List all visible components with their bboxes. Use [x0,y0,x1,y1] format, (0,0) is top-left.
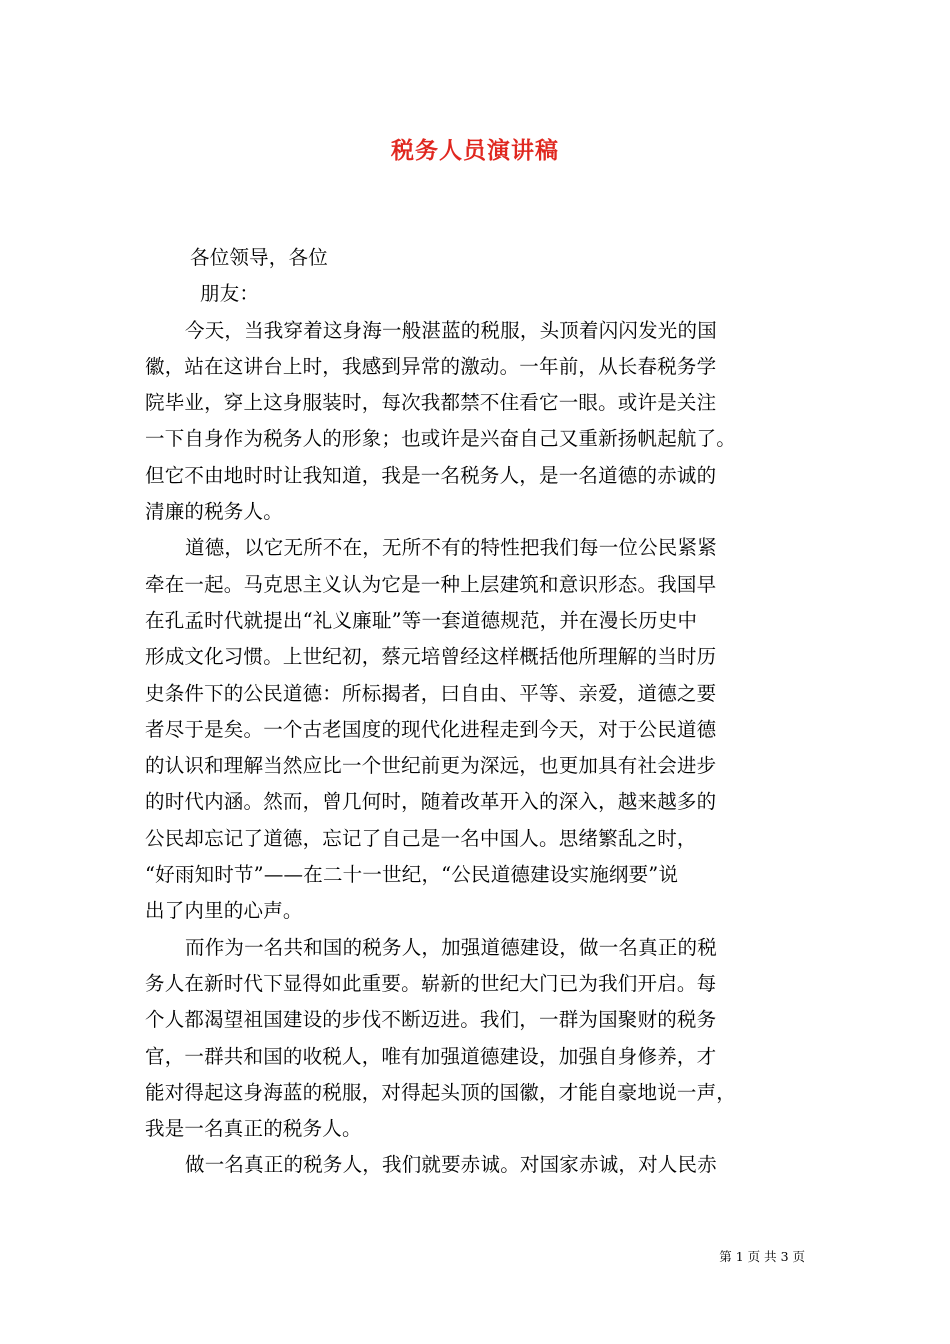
paragraph-line: “好雨知时节”——在二十一世纪，“公民道德建设实施纲要”说 [145,863,679,887]
paragraph-line: 公民却忘记了道德，忘记了自己是一名中国人。思绪繁乱之时， [145,826,697,850]
paragraph-line: 做一名真正的税务人，我们就要赤诚。对国家赤诚，对人民赤 [185,1153,717,1177]
paragraph-line: 牵在一起。马克思主义认为它是一种上层建筑和意识形态。我国早 [145,572,717,596]
paragraph-line: 一下自身作为税务人的形象；也或许是兴奋自己又重新扬帆起航了。 [145,427,737,451]
page-number-footer: 第 1 页 共 3 页 [719,1249,805,1264]
paragraph-line: 院毕业，穿上这身服装时，每次我都禁不住看它一眼。或许是关注 [145,391,717,415]
paragraph-line: 在孔孟时代就提出“礼义廉耻”等一套道德规范，并在漫长历史中 [145,608,698,632]
paragraph-line: 史条件下的公民道德：所标揭者，曰自由、平等、亲爱，道德之要 [145,681,717,705]
paragraph-line: 者尽于是矣。一个古老国度的现代化进程走到今天，对于公民道德 [145,717,717,741]
paragraph-line: 官，一群共和国的收税人，唯有加强道德建设，加强自身修养，才 [145,1044,717,1068]
salutation-line: 各位领导，各位 [190,246,328,269]
paragraph-line: 务人在新时代下显得如此重要。崭新的世纪大门已为我们开启。每 [145,971,717,995]
document-body [145,240,805,1184]
paragraph-line: 出了内里的心声。 [145,899,303,923]
paragraph-line: 但它不由地时时让我知道，我是一名税务人，是一名道德的赤诚的 [145,463,717,487]
salutation-line: 朋友： [200,282,260,306]
paragraph-line: 的时代内涵。然而，曾几何时，随着改革开入的深入，越来越多的 [145,790,717,814]
paragraph-line: 我是一名真正的税务人。 [145,1117,362,1141]
document-title: 税务人员演讲稿 [391,137,559,164]
paragraph-line: 而作为一名共和国的税务人，加强道德建设，做一名真正的税 [185,935,717,959]
paragraph-line: 清廉的税务人。 [145,500,283,524]
paragraph-line: 徽，站在这讲台上时，我感到异常的激动。一年前，从长春税务学 [145,354,717,378]
paragraph-line: 道德，以它无所不在，无所不有的特性把我们每一位公民紧紧 [185,536,717,560]
paragraph-line: 能对得起这身海蓝的税服，对得起头顶的国徽，才能自豪地说一声， [145,1080,737,1104]
paragraph-line: 今天，当我穿着这身海一般湛蓝的税服，头顶着闪闪发光的国 [185,318,717,342]
paragraph-line: 的认识和理解当然应比一个世纪前更为深远，也更加具有社会进步 [145,754,717,778]
paragraph-line: 形成文化习惯。上世纪初，蔡元培曾经这样概括他所理解的当时历 [145,645,717,669]
paragraph-line: 个人都渴望祖国建设的步伐不断迈进。我们，一群为国聚财的税务 [145,1008,717,1032]
